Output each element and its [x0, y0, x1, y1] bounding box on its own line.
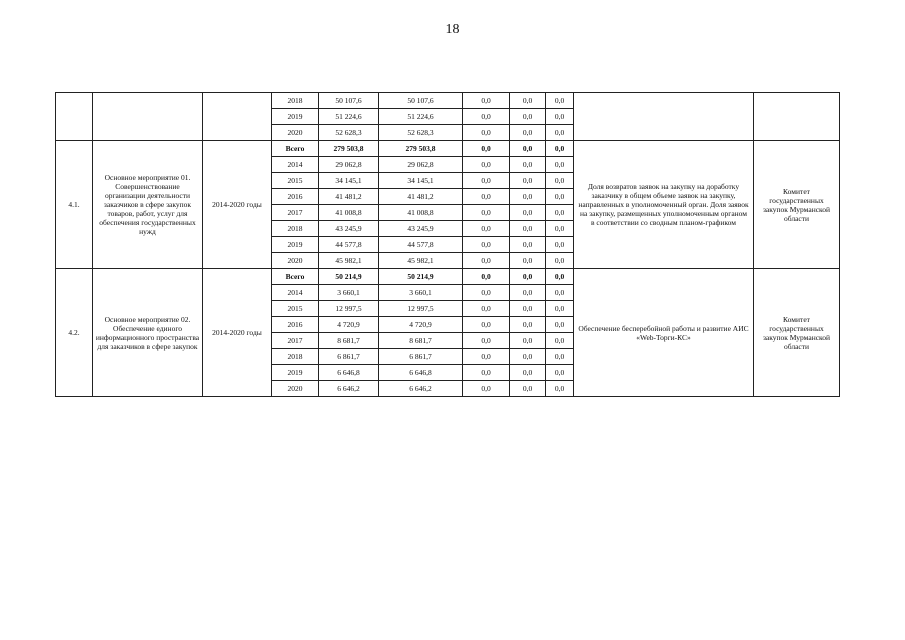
cell-local: 0,0: [510, 109, 546, 125]
cell-local: 0,0: [510, 205, 546, 221]
cell-regional: 6 861,7: [379, 349, 463, 365]
cell-federal: 0,0: [463, 269, 510, 285]
cell-year: 2020: [272, 125, 319, 141]
cell-other: 0,0: [546, 189, 574, 205]
cell-federal: 0,0: [463, 317, 510, 333]
cell-total: 4 720,9: [319, 317, 379, 333]
cell-local: 0,0: [510, 157, 546, 173]
cell-total: 51 224,6: [319, 109, 379, 125]
cell-federal: 0,0: [463, 237, 510, 253]
cell-federal: 0,0: [463, 349, 510, 365]
cell-regional: 34 145,1: [379, 173, 463, 189]
cell-other: 0,0: [546, 333, 574, 349]
page-number: 18: [445, 22, 460, 37]
cell-regional: 4 720,9: [379, 317, 463, 333]
cell-regional: 51 224,6: [379, 109, 463, 125]
cell-federal: 0,0: [463, 157, 510, 173]
cell-other: 0,0: [546, 173, 574, 189]
cell-total: 34 145,1: [319, 173, 379, 189]
cell-local: 0,0: [510, 189, 546, 205]
cell-year: 2014: [272, 285, 319, 301]
section-total-row: [56, 141, 840, 157]
cell-year: Всего: [272, 141, 319, 157]
cell-year: Всего: [272, 269, 319, 285]
cell-federal: 0,0: [463, 365, 510, 381]
cell-regional: 3 660,1: [379, 285, 463, 301]
cell-local: 0,0: [510, 365, 546, 381]
cell-total: 3 660,1: [319, 285, 379, 301]
cell-regional: 45 982,1: [379, 253, 463, 269]
cell-local: 0,0: [510, 301, 546, 317]
cell-year: 2018: [272, 221, 319, 237]
cell-regional: 43 245,9: [379, 221, 463, 237]
cell-federal: 0,0: [463, 93, 510, 109]
cell-total: 50 214,9: [319, 269, 379, 285]
cell-other: 0,0: [546, 381, 574, 397]
cell-local: 0,0: [510, 349, 546, 365]
section-number: 4.2.: [56, 269, 93, 397]
cell-other: 0,0: [546, 253, 574, 269]
section-responsible: Комитет государственных закупок Мурманской области: [754, 269, 840, 397]
cell-regional: 12 997,5: [379, 301, 463, 317]
cell-total: 6 646,2: [319, 381, 379, 397]
cell-other: 0,0: [546, 285, 574, 301]
cell-federal: 0,0: [463, 141, 510, 157]
cell-total: 12 997,5: [319, 301, 379, 317]
cell-responsible-continued: [754, 93, 840, 141]
cell-federal: 0,0: [463, 301, 510, 317]
cell-federal: 0,0: [463, 173, 510, 189]
cell-year: 2020: [272, 253, 319, 269]
section-period: 2014-2020 годы: [203, 141, 272, 269]
section-responsible: Комитет государственных закупок Мурманской области: [754, 141, 840, 269]
section-indicator: Обеспечение бесперебойной работы и развитие АИС «Web-Торги-КС»: [574, 269, 754, 397]
cell-other: 0,0: [546, 349, 574, 365]
cell-other: 0,0: [546, 221, 574, 237]
cell-other: 0,0: [546, 125, 574, 141]
cell-local: 0,0: [510, 93, 546, 109]
table-body: [56, 93, 840, 397]
cell-total: 50 107,6: [319, 93, 379, 109]
cell-federal: 0,0: [463, 109, 510, 125]
cell-total: 45 982,1: [319, 253, 379, 269]
cell-year: 2016: [272, 189, 319, 205]
cell-period-continued: [203, 93, 272, 141]
cell-local: 0,0: [510, 221, 546, 237]
cell-year: 2015: [272, 173, 319, 189]
cell-regional: 52 628,3: [379, 125, 463, 141]
cell-name-continued: [93, 93, 203, 141]
cell-total: 52 628,3: [319, 125, 379, 141]
cell-other: 0,0: [546, 157, 574, 173]
cell-year: 2015: [272, 301, 319, 317]
cell-local: 0,0: [510, 317, 546, 333]
cell-federal: 0,0: [463, 189, 510, 205]
cell-other: 0,0: [546, 237, 574, 253]
cell-regional: 29 062,8: [379, 157, 463, 173]
cell-regional: 41 008,8: [379, 205, 463, 221]
cell-regional: 50 107,6: [379, 93, 463, 109]
section-period: 2014-2020 годы: [203, 269, 272, 397]
program-budget-table: [55, 92, 840, 397]
section-number: 4.1.: [56, 141, 93, 269]
cell-number-continued: [56, 93, 93, 141]
cell-federal: 0,0: [463, 253, 510, 269]
cell-regional: 6 646,2: [379, 381, 463, 397]
cell-federal: 0,0: [463, 285, 510, 301]
cell-total: 6 861,7: [319, 349, 379, 365]
cell-local: 0,0: [510, 333, 546, 349]
cell-federal: 0,0: [463, 221, 510, 237]
cell-total: 6 646,8: [319, 365, 379, 381]
cell-regional: 41 481,2: [379, 189, 463, 205]
cell-federal: 0,0: [463, 205, 510, 221]
cell-regional: 8 681,7: [379, 333, 463, 349]
cell-local: 0,0: [510, 381, 546, 397]
section-name: Основное мероприятие 02. Обеспечение единого информационного пространства для заказчиков в сфере закупок: [93, 269, 203, 397]
cell-regional: 279 503,8: [379, 141, 463, 157]
cell-local: 0,0: [510, 285, 546, 301]
cell-local: 0,0: [510, 269, 546, 285]
cell-federal: 0,0: [463, 125, 510, 141]
cell-year: 2020: [272, 381, 319, 397]
cell-year: 2019: [272, 365, 319, 381]
cell-total: 279 503,8: [319, 141, 379, 157]
cell-year: 2019: [272, 109, 319, 125]
cell-total: 29 062,8: [319, 157, 379, 173]
cell-year: 2019: [272, 237, 319, 253]
cell-local: 0,0: [510, 237, 546, 253]
cell-other: 0,0: [546, 141, 574, 157]
cell-indicator-continued: [574, 93, 754, 141]
cell-year: 2017: [272, 333, 319, 349]
cell-local: 0,0: [510, 253, 546, 269]
cell-regional: 50 214,9: [379, 269, 463, 285]
cell-year: 2014: [272, 157, 319, 173]
cell-total: 8 681,7: [319, 333, 379, 349]
section-name: Основное мероприятие 01. Совершенствование организации деятельности заказчиков в сфере закупок товаров, работ, услуг для обеспечения государственных нужд: [93, 141, 203, 269]
cell-other: 0,0: [546, 365, 574, 381]
cell-total: 41 481,2: [319, 189, 379, 205]
cell-other: 0,0: [546, 205, 574, 221]
cell-local: 0,0: [510, 173, 546, 189]
cell-year: 2017: [272, 205, 319, 221]
cell-regional: 44 577,8: [379, 237, 463, 253]
section-total-row: [56, 269, 840, 285]
cell-total: 43 245,9: [319, 221, 379, 237]
cell-other: 0,0: [546, 93, 574, 109]
cell-other: 0,0: [546, 269, 574, 285]
cell-year: 2016: [272, 317, 319, 333]
cell-total: 41 008,8: [319, 205, 379, 221]
table-row: [56, 93, 840, 109]
cell-local: 0,0: [510, 125, 546, 141]
cell-total: 44 577,8: [319, 237, 379, 253]
cell-regional: 6 646,8: [379, 365, 463, 381]
cell-federal: 0,0: [463, 381, 510, 397]
cell-other: 0,0: [546, 301, 574, 317]
cell-year: 2018: [272, 349, 319, 365]
section-indicator: Доля возвратов заявок на закупку на доработку заказчику в общем объеме заявок на закупку, направленных в уполномоченный орган. Доля заявок на закупку, размещенных уполномоченным органом в соответствии со сводным планом-графиком: [574, 141, 754, 269]
cell-federal: 0,0: [463, 333, 510, 349]
cell-other: 0,0: [546, 317, 574, 333]
cell-local: 0,0: [510, 141, 546, 157]
cell-year: 2018: [272, 93, 319, 109]
cell-other: 0,0: [546, 109, 574, 125]
